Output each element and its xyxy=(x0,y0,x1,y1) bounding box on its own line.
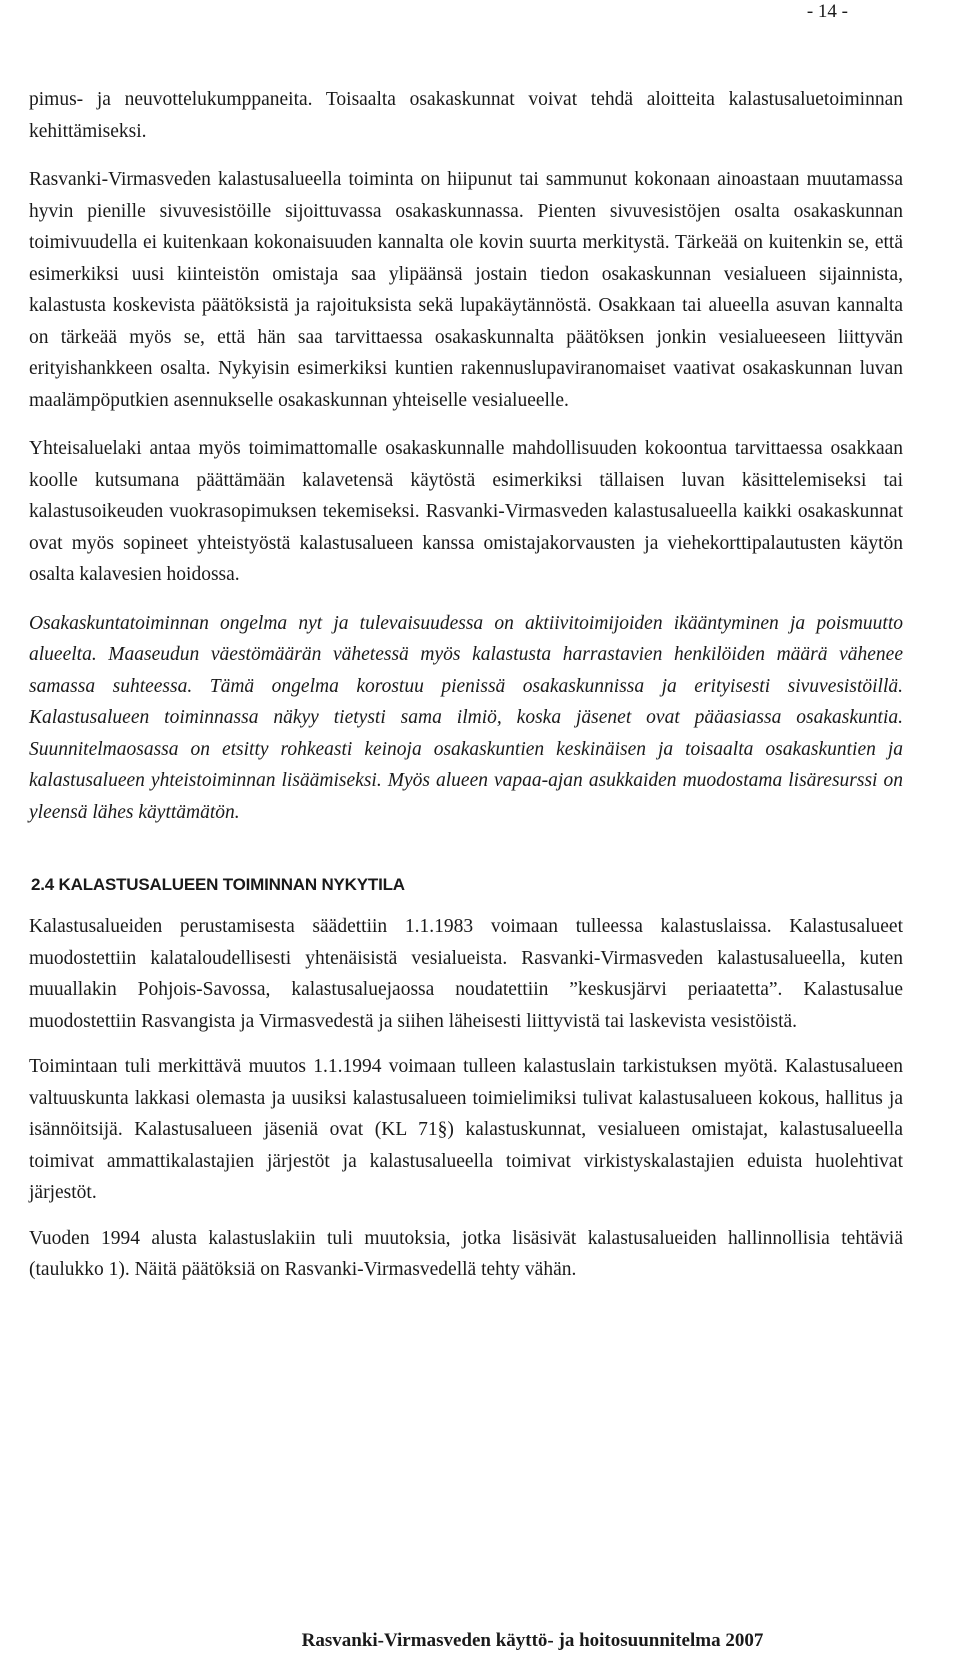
section-body xyxy=(29,911,903,1286)
paragraph-2: Rasvanki-Virmasveden kalastusalueella toiminta on hiipunut tai sammunut kokonaan ainoastaan muutamassa hyvin pienille sivuvesistöille sijoittuvassa osakaskunnassa. Pienten sivuvesistöjen osalta osakaskunnan toimivuudella ei kuitenkaan kokonaisuuden kannalta ole kovin suurta merkitystä. Tärkeää on kuitenkin se, että esimerkiksi uusi kiinteistön omistaja saa ylipäänsä jostain tiedon osakaskunnan vesialueen sijainnista, kalastusta koskevista päätöksistä ja rajoituksista sekä lupakäytännöstä. Osakkaan tai alueella asuvan kannalta on tärkeää myös se, että hän saa tarvittaessa osakaskunnalta päätöksen jonkin vesialueeseen liittyvän erityishankkeen osalta. Nykyisin esimerkiksi kuntien rakennuslupaviranomaiset vaativat osakaskunnan luvan maalämpöputkien asennukselle osakaskunnan yhteiselle vesialueelle. xyxy=(29,169,903,411)
section-paragraph-1: Kalastusalueiden perustamisesta säädettiin 1.1.1983 voimaan tulleessa kalastuslaissa. Kalastusalueet muodostettiin kalataloudellisesti yhtenäisistä vesialueista. Rasvanki-Virmasveden kalastusalueella, kuten muuallakin Pohjois-Savossa, kalastusaluejaossa noudatettiin ”keskusjärvi periaatetta”. Kalastusalue muodostettiin Rasvangista ja Virmasvedestä ja siihen läheisesti liittyvistä tai laskevista vesistöistä. xyxy=(29,916,903,1032)
paragraph-3: Yhteisaluelaki antaa myös toimimattomalle osakaskunnalle mahdollisuuden kokoontua tarvittaessa osakkaan koolle kutsumana päättämään kalavetensä käytöstä esimerkiksi tällaisen luvan käsittelemiseksi tai kalastusoikeuden vuokrasopimuksen tekemiseksi. Rasvanki-Virmasveden kalastusalueella kaikki osakaskunnat ovat myös sopineet yhteistyöstä kalastusalueen kanssa omistajakorvausten ja viehekorttipalautusten käytön osalta kalavesien hoidossa. xyxy=(29,438,903,585)
page-number: - 14 - xyxy=(806,1,848,22)
paragraph-4-italic: Osakaskuntatoiminnan ongelma nyt ja tulevaisuudessa on aktiivitoimijoiden ikääntyminen ja poismuutto alueelta. Maaseudun väestömäärän vähetessä myös kalastusta harrastavien henkilöiden määrä vähenee samassa suhteessa. Tämä ongelma korostuu pienissä osakaskunnissa ja erityisesti sivuvesistöillä. Kalastusalueen toiminnassa näkyy tietysti sama ilmiö, koska jäsenet ovat pääasiassa osakaskuntia. Suunnitelmaosassa on etsitty rohkeasti keinoja osakaskuntien keskinäisen ja toisaalta osakaskuntien ja kalastusalueen yhteistoiminnan lisäämiseksi. Myös alueen vapaa-ajan asukkaiden muodostama lisäresurssi on yleensä lähes käyttämätön. xyxy=(29,612,903,823)
paragraph-1: pimus- ja neuvottelukumppaneita. Toisaalta osakaskunnat voivat tehdä aloitteita kalastusaluetoiminnan kehittämiseksi. xyxy=(29,89,903,142)
section-heading: 2.4 KALASTUSALUEEN TOIMINNAN NYKYTILA xyxy=(31,875,405,894)
page-footer: Rasvanki-Virmasveden käyttö- ja hoitosuunnitelma 2007 xyxy=(301,1630,764,1651)
page-content xyxy=(29,84,903,1300)
section-paragraph-2: Toimintaan tuli merkittävä muutos 1.1.1994 voimaan tulleen kalastuslain tarkistuksen myötä. Kalastusalueen valtuuskunta lakkasi olemasta ja uusiksi kalastusalueen toimielimiksi tulivat kalastusalueen kokous, hallitus ja isännöitsijä. Kalastusalueen jäseniä ovat (KL 71§) kalastuskunnat, vesialueen omistajat, kalastusalueella toimivat ammattikalastajien järjestöt ja kalastusalueella toimivat virkistyskalastajien eduista huolehtivat järjestöt. xyxy=(29,1056,903,1203)
section-paragraph-3: Vuoden 1994 alusta kalastuslakiin tuli muutoksia, jotka lisäsivät kalastusalueiden hallinnollisia tehtäviä (taulukko 1). Näitä päätöksiä on Rasvanki-Virmasvedellä tehty vähän. xyxy=(29,1227,903,1280)
